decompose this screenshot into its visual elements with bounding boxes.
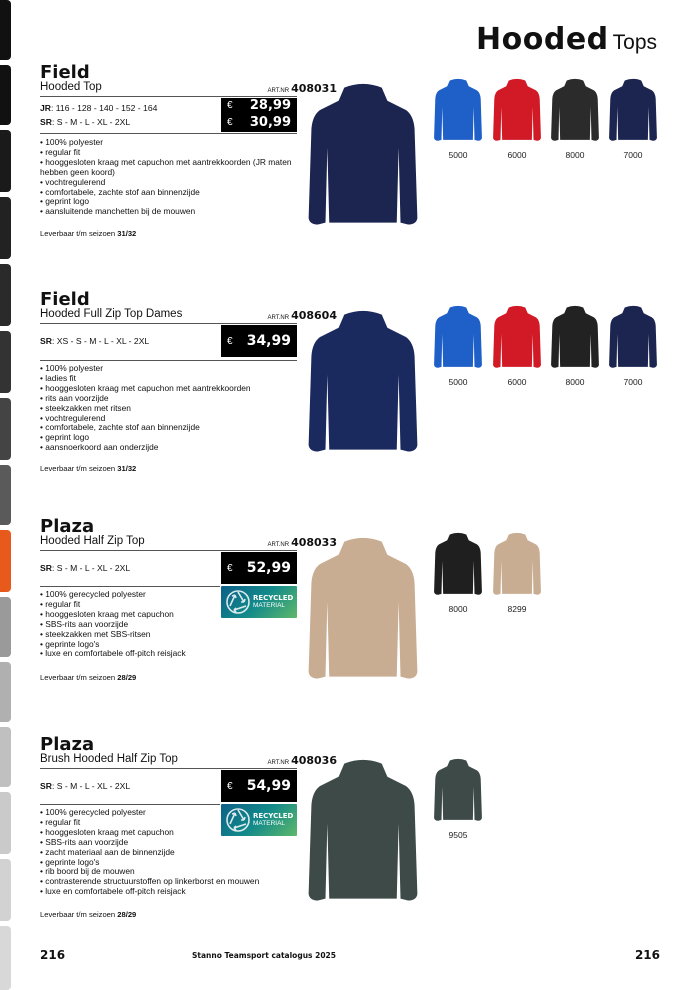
feature-item: • 100% gerecycled polyester xyxy=(40,589,146,599)
feature-list xyxy=(40,138,302,217)
feature-item: • SBS-rits aan voorzijde xyxy=(40,836,129,847)
product-model: Hooded Half Zip Top xyxy=(40,535,145,547)
index-tab[interactable] xyxy=(0,197,11,259)
product-block xyxy=(40,516,660,716)
feature-list xyxy=(40,590,302,659)
variant-image[interactable] xyxy=(491,532,543,598)
feature-item: • zacht materiaal aan de binnenzijde xyxy=(40,846,175,857)
availability: Leverbaar t/m seizoen 28/29 xyxy=(40,673,137,682)
index-tab[interactable] xyxy=(0,331,11,393)
variant-code: 8000 xyxy=(448,604,468,614)
article-number: ART.NR 408604 xyxy=(267,309,337,322)
index-tab[interactable] xyxy=(0,130,11,192)
product-series: Plaza xyxy=(40,516,95,537)
index-tab[interactable] xyxy=(0,398,11,460)
feature-item: • hooggesloten kraag met capuchon xyxy=(40,608,174,619)
recycled-material-badge: RECYCLED MATERIAL xyxy=(221,804,297,836)
variant-image[interactable] xyxy=(549,78,601,144)
index-tab[interactable] xyxy=(0,65,11,125)
divider xyxy=(40,550,297,551)
product-image[interactable] xyxy=(304,309,422,459)
size-line: SR: XS - S - M - L - XL - 2XL xyxy=(40,336,150,346)
index-tab[interactable] xyxy=(0,264,11,326)
feature-item: • steekzakken met SBS-ritsen xyxy=(40,628,151,639)
price-tag: € 30,99 xyxy=(221,115,297,132)
price-tag: € 28,99 xyxy=(221,98,297,115)
variant-code: 5000 xyxy=(448,377,468,387)
feature-item: • contrasterende structuurstoffen op linkerborst en mouwen xyxy=(40,876,260,887)
variant-image[interactable] xyxy=(607,305,659,371)
page-number-left: 216 xyxy=(40,948,66,962)
price-tag: € 52,99 xyxy=(221,552,297,584)
product-model: Hooded Full Zip Top Dames xyxy=(40,308,183,320)
variant-image[interactable] xyxy=(607,78,659,144)
feature-item: • regular fit xyxy=(40,816,81,827)
feature-item: • ladies fit xyxy=(40,372,76,383)
variant-code: 9505 xyxy=(448,830,468,840)
availability: Leverbaar t/m seizoen 31/32 xyxy=(40,464,137,473)
feature-list xyxy=(40,364,302,453)
feature-item: • regular fit xyxy=(40,146,81,157)
page-title-light: Tops xyxy=(612,31,657,54)
divider xyxy=(40,96,297,97)
variant-image[interactable] xyxy=(491,78,543,144)
feature-item: • geprinte logo's xyxy=(40,856,100,867)
feature-item: • 100% polyester xyxy=(40,363,103,373)
size-line: SR: S - M - L - XL - 2XL xyxy=(40,117,131,127)
page-title xyxy=(476,22,657,57)
feature-item: • aansnoerkoord aan onderzijde xyxy=(40,442,159,453)
price-tag: € 54,99 xyxy=(221,770,297,802)
index-tab[interactable] xyxy=(0,727,11,787)
index-tab[interactable] xyxy=(0,926,11,990)
page-title-bold: Hooded xyxy=(476,22,609,57)
divider xyxy=(40,768,297,769)
feature-item: • vochtregulerend xyxy=(40,412,106,423)
variant-code: 7000 xyxy=(623,150,643,160)
product-image[interactable] xyxy=(304,536,422,686)
product-series: Field xyxy=(40,289,90,310)
feature-item: • steekzakken met ritsen xyxy=(40,402,131,413)
divider xyxy=(40,360,297,361)
size-line: JR: 116 - 128 - 140 - 152 - 164 xyxy=(40,103,158,113)
product-series: Plaza xyxy=(40,734,95,755)
index-tab[interactable] xyxy=(0,597,11,657)
product-model: Brush Hooded Half Zip Top xyxy=(40,753,178,765)
feature-item: • comfortabele, zachte stof aan binnenzijde xyxy=(40,186,200,197)
variant-code: 5000 xyxy=(448,150,468,160)
index-tab[interactable] xyxy=(0,662,11,722)
product-image[interactable] xyxy=(304,82,422,232)
index-tab[interactable] xyxy=(0,465,11,525)
variant-image[interactable] xyxy=(432,758,484,824)
variant-image[interactable] xyxy=(491,305,543,371)
divider xyxy=(40,804,220,805)
variant-code: 6000 xyxy=(507,150,527,160)
product-image[interactable] xyxy=(304,758,422,908)
feature-item: • hooggesloten kraag met capuchon met aantrekkoorden xyxy=(40,382,251,393)
index-tab[interactable] xyxy=(0,0,11,60)
feature-item: • vochtregulerend xyxy=(40,176,106,187)
variant-code: 6000 xyxy=(507,377,527,387)
divider xyxy=(40,133,297,134)
feature-list xyxy=(40,808,302,897)
product-model: Hooded Top xyxy=(40,81,102,93)
variant-code: 8000 xyxy=(565,377,585,387)
size-line: SR: S - M - L - XL - 2XL xyxy=(40,563,131,573)
feature-item: • regular fit xyxy=(40,598,81,609)
feature-item: • geprint logo xyxy=(40,432,90,443)
variant-image[interactable] xyxy=(432,532,484,598)
article-number: ART.NR 408031 xyxy=(267,82,337,95)
product-block xyxy=(40,62,660,262)
feature-item: • luxe en comfortabele off-pitch reisjack xyxy=(40,648,186,659)
variant-image[interactable] xyxy=(549,305,601,371)
page-number-right: 216 xyxy=(634,948,660,962)
availability: Leverbaar t/m seizoen 31/32 xyxy=(40,229,137,238)
variant-image[interactable] xyxy=(432,305,484,371)
variant-code: 8000 xyxy=(565,150,585,160)
article-number: ART.NR 408033 xyxy=(267,536,337,549)
divider xyxy=(40,586,220,587)
article-number: ART.NR 408036 xyxy=(267,754,337,767)
feature-item: • SBS-rits aan voorzijde xyxy=(40,618,129,629)
index-tab[interactable] xyxy=(0,859,11,921)
price-tag: € 34,99 xyxy=(221,325,297,357)
feature-item: • aansluitende manchetten bij de mouwen xyxy=(40,206,196,217)
index-tabs xyxy=(0,0,12,990)
feature-item: • geprint logo xyxy=(40,196,90,207)
feature-item: • hooggesloten kraag met capuchon met aantrekkoorden (JR maten hebben geen koord) xyxy=(40,156,292,177)
index-tab-active[interactable] xyxy=(0,530,11,592)
feature-item: • luxe en comfortabele off-pitch reisjack xyxy=(40,886,186,897)
catalog-name: Stanno Teamsport catalogus 2025 xyxy=(192,951,336,960)
recycled-material-badge: RECYCLED MATERIAL xyxy=(221,586,297,618)
feature-item: • comfortabele, zachte stof aan binnenzijde xyxy=(40,422,200,433)
divider xyxy=(40,323,297,324)
availability: Leverbaar t/m seizoen 28/29 xyxy=(40,910,137,919)
product-block xyxy=(40,734,660,934)
variant-image[interactable] xyxy=(432,78,484,144)
variant-code: 8299 xyxy=(507,604,527,614)
feature-item: • 100% polyester xyxy=(40,137,103,147)
feature-item: • rits aan voorzijde xyxy=(40,392,109,403)
product-block xyxy=(40,289,660,489)
index-tab[interactable] xyxy=(0,792,11,854)
feature-item: • rib boord bij de mouwen xyxy=(40,866,135,877)
feature-item: • hooggesloten kraag met capuchon xyxy=(40,826,174,837)
product-series: Field xyxy=(40,62,90,83)
variant-code: 7000 xyxy=(623,377,643,387)
feature-item: • geprinte logo's xyxy=(40,638,100,649)
size-line: SR: S - M - L - XL - 2XL xyxy=(40,781,131,791)
feature-item: • 100% gerecycled polyester xyxy=(40,807,146,817)
